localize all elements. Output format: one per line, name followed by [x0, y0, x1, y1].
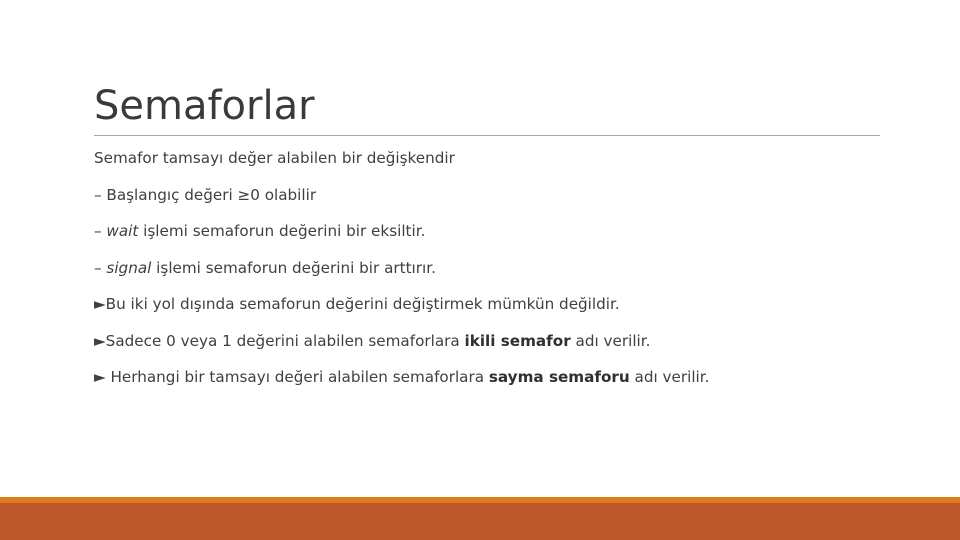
line-suffix: adı verilir. — [570, 331, 651, 350]
title-divider — [94, 135, 880, 136]
line-prefix: – — [94, 258, 107, 277]
line-suffix: adı verilir. — [629, 368, 710, 386]
body-line — [94, 365, 914, 389]
line-bold-term: ikili semafor — [464, 331, 571, 350]
line-emphasis: wait — [106, 222, 139, 240]
line-prefix: ►Sadece 0 veya 1 değerini alabilen semaforlara — [94, 331, 465, 350]
line-text: ►Bu iki yol dışında semaforun değerini değiştirmek mümkün değildir. — [94, 295, 620, 313]
line-emphasis: signal — [106, 258, 152, 277]
body-line — [94, 292, 914, 316]
body-line — [94, 219, 914, 243]
footer-band — [0, 503, 960, 540]
body-line — [94, 329, 914, 353]
line-suffix: işlemi semaforun değerini bir arttırır. — [151, 258, 436, 277]
line-text: Semafor tamsayı değer alabilen bir değişkendir — [94, 149, 455, 167]
slide-body — [94, 146, 914, 402]
line-prefix: ► Herhangi bir tamsayı değeri alabilen semaforlara — [94, 368, 489, 386]
line-suffix: işlemi semaforun değerini bir eksiltir. — [138, 222, 426, 240]
body-line — [94, 256, 914, 280]
body-line — [94, 183, 914, 207]
line-bold-term: sayma semaforu — [488, 368, 630, 386]
slide-title: Semaforlar — [94, 83, 315, 129]
body-line — [94, 146, 914, 170]
line-text: – Başlangıç değeri ≥0 olabilir — [94, 185, 317, 204]
line-prefix: – — [94, 222, 107, 240]
